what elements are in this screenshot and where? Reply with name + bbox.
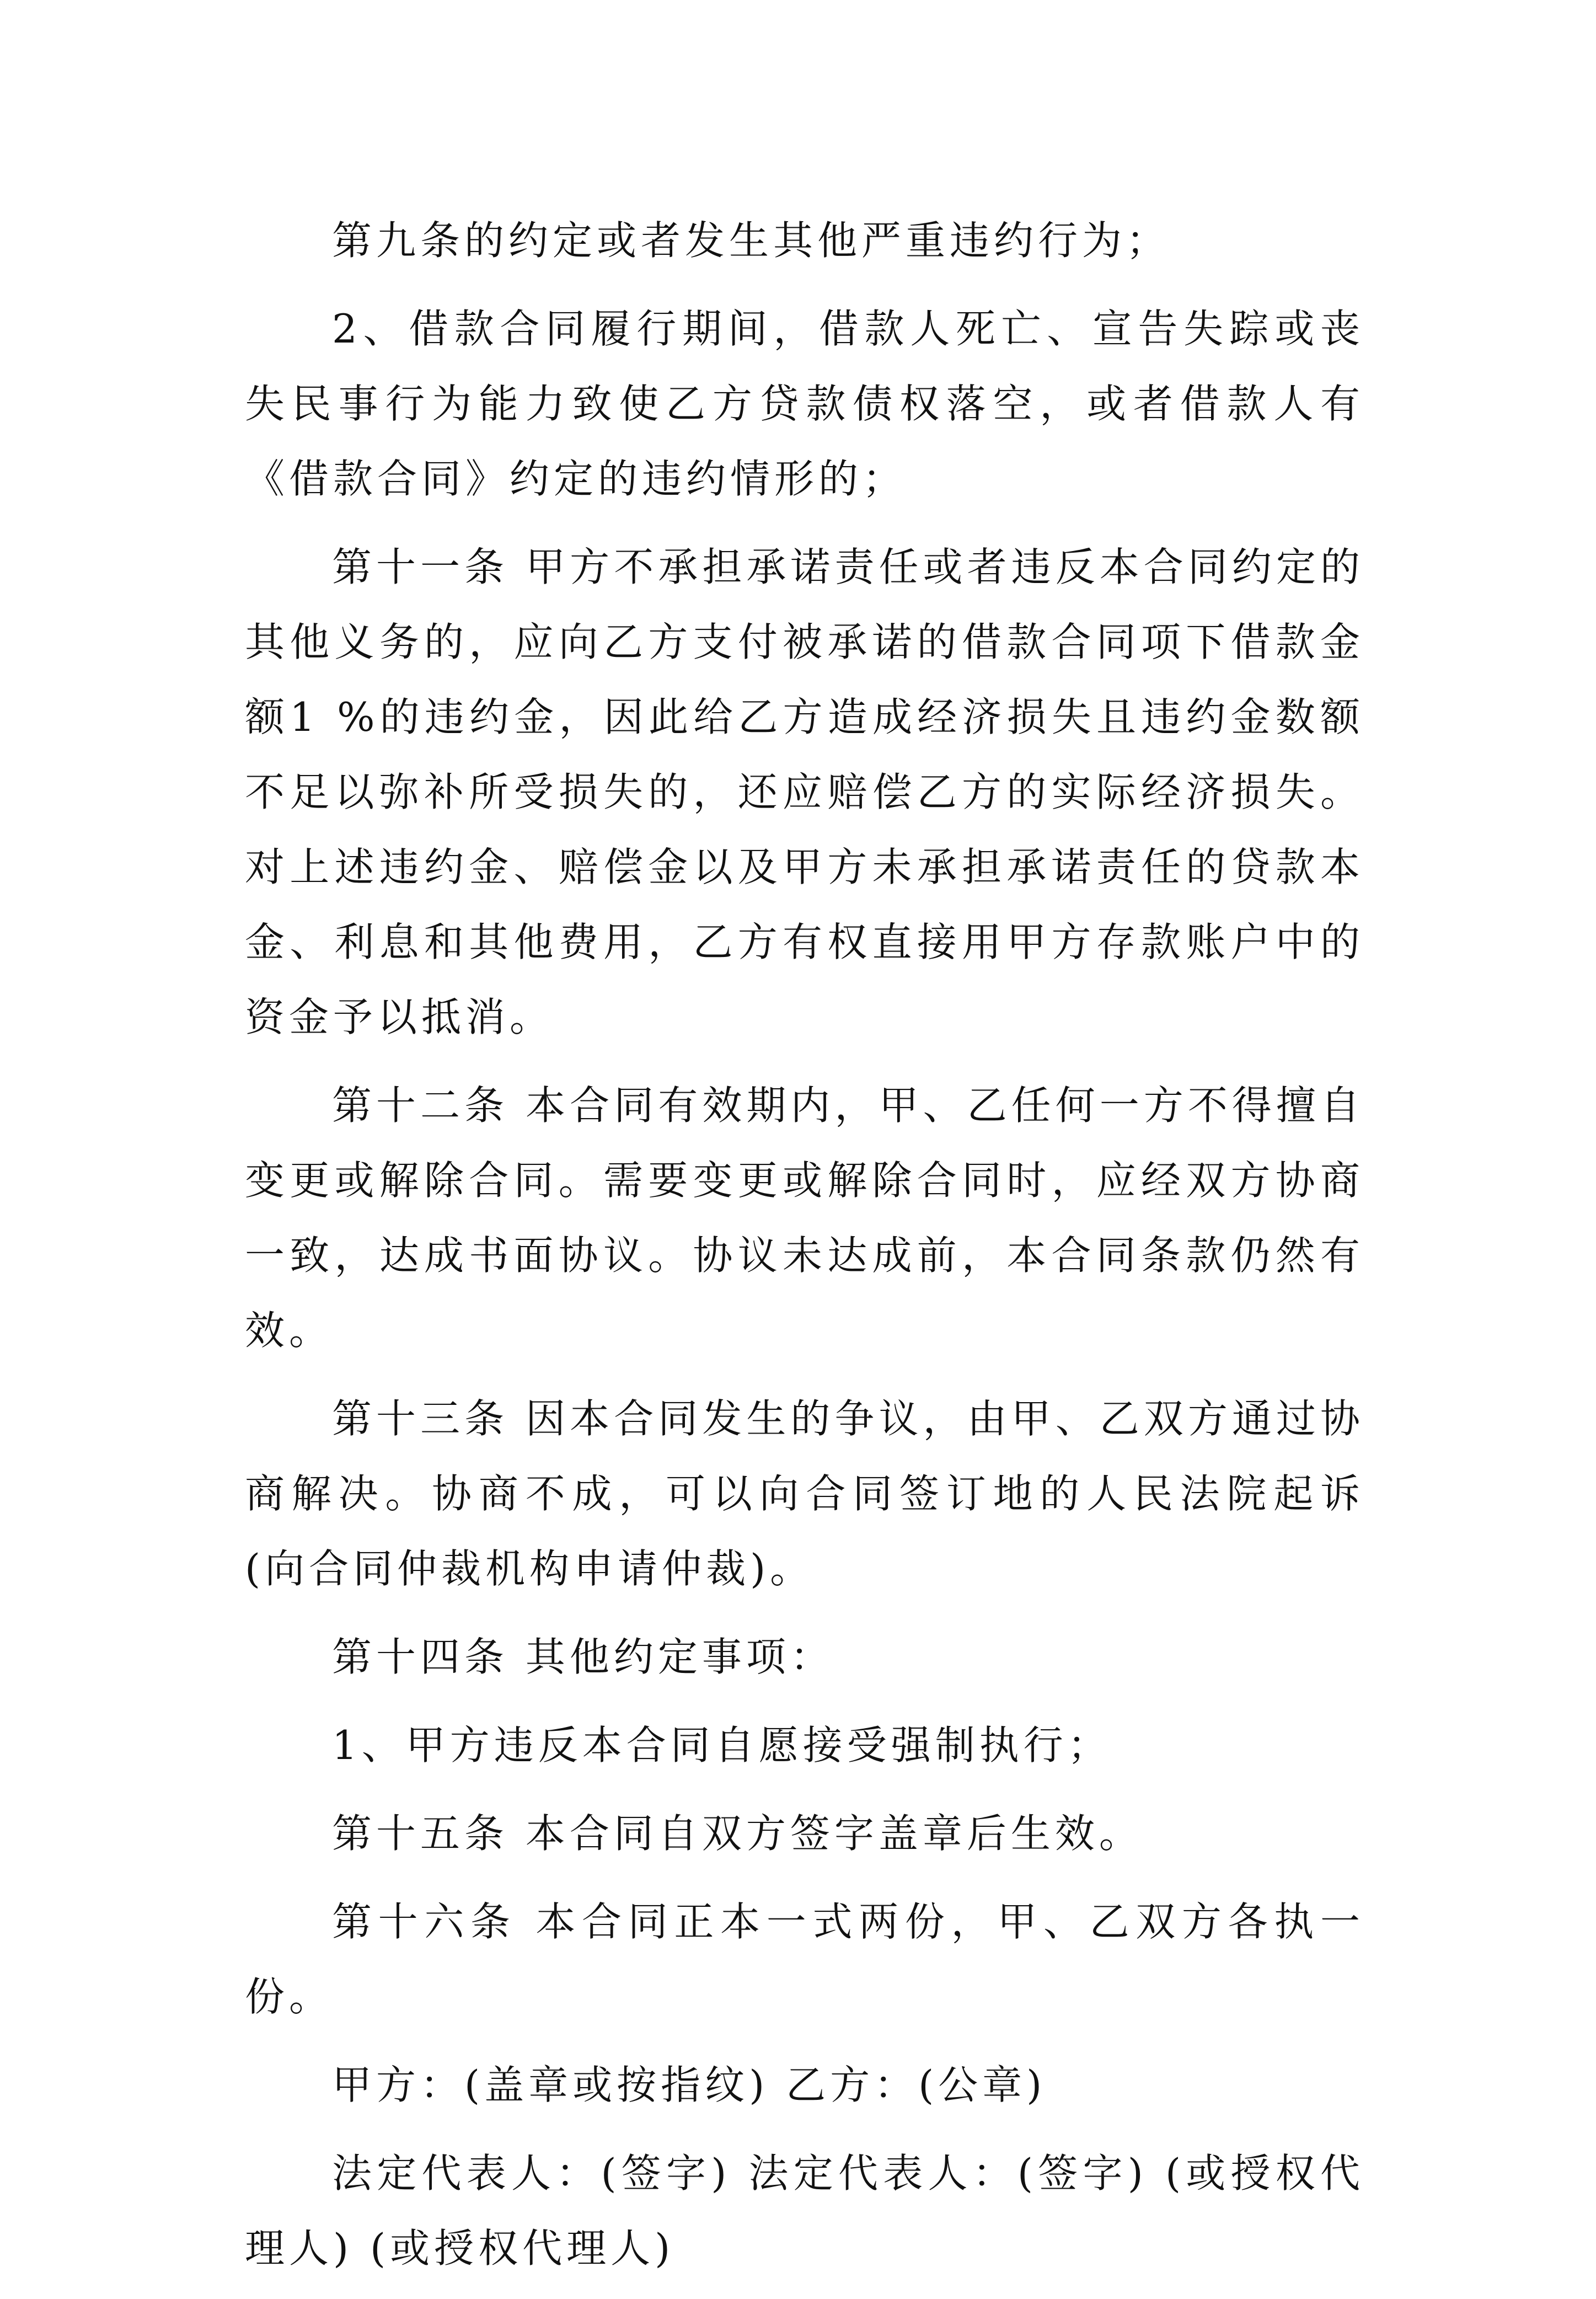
paragraph-article-15: 第十五条 本合同自双方签字盖章后生效。 <box>332 1810 1143 1857</box>
paragraph-article-12: 第十二条 本合同有效期内，甲、乙任何一方不得擅自变更或解除合同。需要变更或解除合同时，应经双方协商一致，达成书面协议。协议未达成前，本合同条款仍然有效。 <box>245 1082 1364 1354</box>
signature-parties-line: 甲方：(盖章或按指纹) 乙方：(公章) <box>332 2062 1047 2108</box>
signature-representatives-line: 法定代表人：(签字) 法定代表人：(签字) (或授权代理人) (或授权代理人) <box>245 2150 1364 2271</box>
paragraph-article-14: 第十四条 其他约定事项： <box>332 1634 834 1680</box>
paragraph-article-14-item-1: 1、甲方违反本合同自愿接受强制执行； <box>332 1722 1112 1768</box>
paragraph-article-16: 第十六条 本合同正本一式两份，甲、乙双方各执一份。 <box>245 1899 1364 2020</box>
paragraph-article-11: 第十一条 甲方不承担承诺责任或者违反本合同约定的其他义务的，应向乙方支付被承诺的借款合同项下借款金额1 %的违约金，因此给乙方造成经济损失且违约金数额不足以弥补所受损失的，还应赔偿乙方的实际经济损失。对上述违约金、赔偿金以及甲方未承担承诺责任的贷款本金、利息和其他费用，乙方有权直接用甲方存款账户中的资金予以抵消。 <box>245 544 1364 1040</box>
paragraph-article-13: 第十三条 因本合同发生的争议，由甲、乙双方通过协商解决。协商不成，可以向合同签订地的人民法院起诉(向合同仲裁机构申请仲裁)。 <box>245 1396 1364 1592</box>
document-body <box>245 203 1364 2299</box>
paragraph-clause-2: 2、借款合同履行期间，借款人死亡、宣告失踪或丧失民事行为能力致使乙方贷款债权落空，或者借款人有《借款合同》约定的违约情形的； <box>245 306 1364 502</box>
paragraph-article-9-continuation: 第九条的约定或者发生其他严重违约行为； <box>332 217 1171 264</box>
